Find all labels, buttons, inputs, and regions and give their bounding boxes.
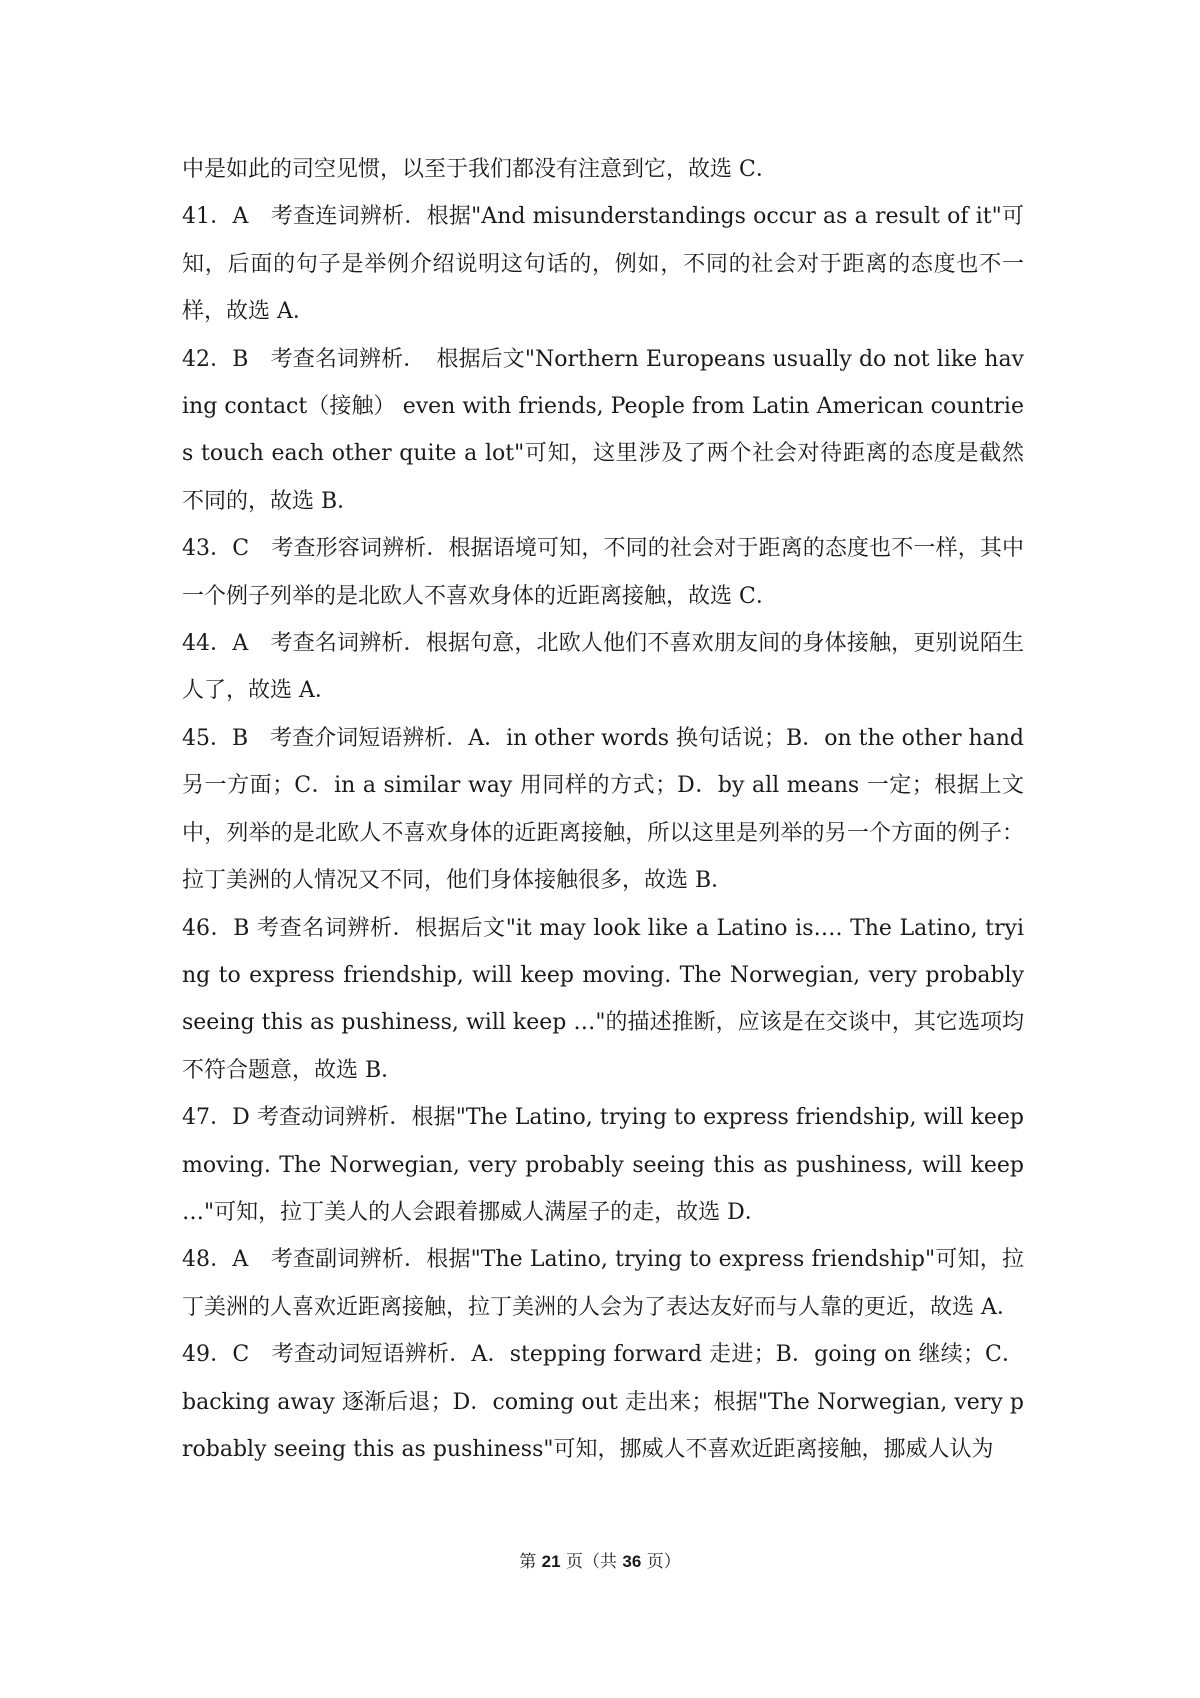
paragraph-answer-47: 47．D 考查动词辨析．根据"The Latino, trying to express friendship, will keep moving. The Norwegian, very probably seeing this as pushiness, will keep …"可知，拉丁美人的人会跟着挪威人满屋子的走，故选 D． — [182, 1105, 1024, 1225]
page-footer — [0, 1550, 1200, 1574]
paragraph-answer-48: 48．A 考查副词辨析．根据"The Latino, trying to express friendship"可知，拉丁美洲的人喜欢近距离接触，拉丁美洲的人会为了表达友好而与人靠的更近，故选 A． — [182, 1247, 1024, 1320]
footer-middle: 页（共 — [566, 1552, 617, 1572]
paragraph-answer-44: 44．A 考查名词辨析．根据句意，北欧人他们不喜欢朋友间的身体接触，更别说陌生人了，故选 A． — [182, 631, 1024, 704]
paragraph-answer-42: 42．B 考查名词辨析． 根据后文"Northern Europeans usually do not like having contact（接触） even with friends, People from Latin American countries touch each other quite a lot"可知，这里涉及了两个社会对待距离的态度是截然不同的，故选 B． — [182, 346, 1024, 514]
total-pages: 36 — [622, 1552, 642, 1571]
paragraph-answer-46: 46．B 考查名词辨析．根据后文"it may look like a Latino is…. The Latino, trying to express friendship, will keep moving. The Norwegian, very probably seeing this as pushiness, will keep …"的描述推断，应该是在交谈中，其它选项均不符合题意，故选 B． — [182, 915, 1024, 1083]
footer-suffix: 页） — [646, 1552, 681, 1572]
answer-explanations — [182, 146, 1024, 1473]
paragraph-answer-45: 45．B 考查介词短语辨析．A．in other words 换句话说；B．on the other hand 另一方面；C．in a similar way 用同样的方式；D．by all means 一定；根据上文中，列举的是北欧人不喜欢身体的近距离接触，所以这里是列举的另一个方面的例子：拉丁美洲的人情况又不同，他们身体接触很多，故选 B． — [182, 725, 1024, 894]
paragraph-continuation-40: 中是如此的司空见惯，以至于我们都没有注意到它，故选 C． — [182, 157, 778, 182]
paragraph-answer-41: 41．A 考查连词辨析．根据"And misunderstandings occur as a result of it"可知，后面的句子是举例介绍说明这句话的，例如，不同的社会对于距离的态度也不一样，故选 A． — [182, 204, 1024, 325]
paragraph-answer-43: 43．C 考查形容词辨析．根据语境可知，不同的社会对于距离的态度也不一样，其中一个例子列举的是北欧人不喜欢身体的近距离接触，故选 C． — [182, 536, 1024, 609]
paragraph-answer-49: 49．C 考查动词短语辨析．A．stepping forward 走进；B．going on 继续；C．backing away 逐渐后退；D．coming out 走出来；根据"The Norwegian, very probably seeing this as pushiness"可知，挪威人不喜欢近距离接触，挪威人认为 — [182, 1342, 1024, 1462]
footer-prefix: 第 — [519, 1552, 537, 1572]
page-number: 21 — [541, 1552, 561, 1571]
